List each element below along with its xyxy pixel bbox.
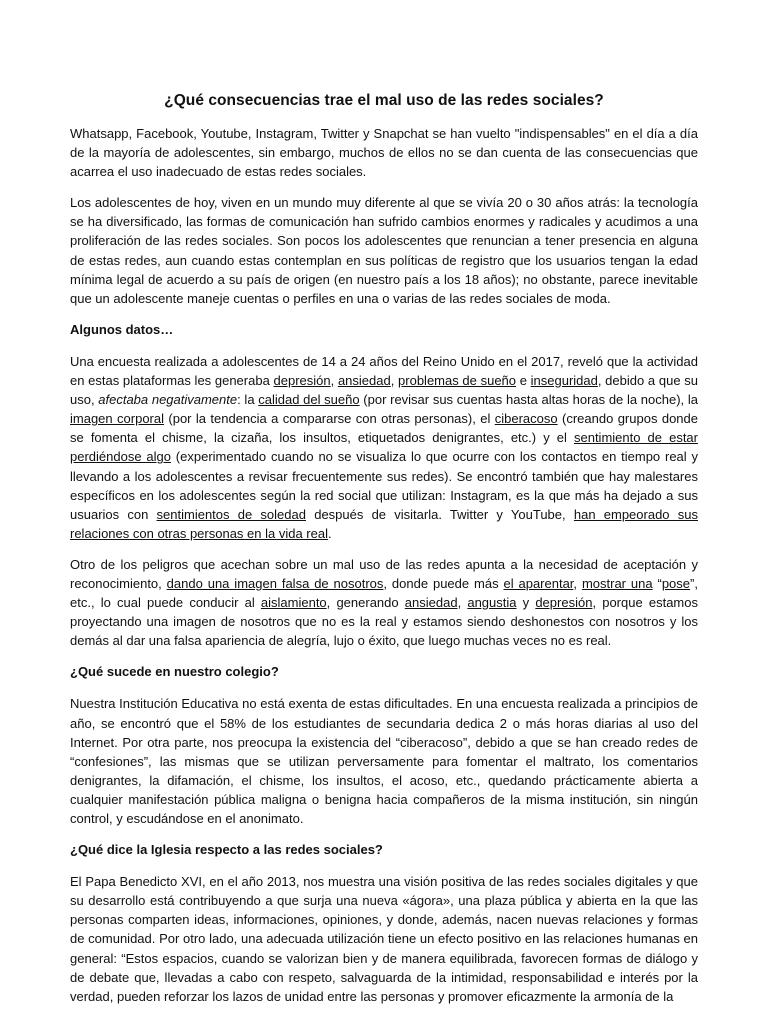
underlined-term: depresión [535, 595, 593, 611]
underlined-term: ciberacoso [494, 411, 558, 427]
document-title: ¿Qué consecuencias trae el mal uso de las redes sociales? [164, 92, 604, 109]
underlined-term: calidad del sueño [258, 392, 360, 408]
underlined-term: sentimiento de estar perdiéndose algo [70, 430, 698, 465]
underlined-term: pose [661, 575, 691, 591]
underlined-term: angustia [467, 595, 517, 611]
underlined-term: problemas de sueño [398, 373, 517, 389]
underlined-term: mostrar una [581, 575, 653, 591]
underlined-term: depresión [273, 373, 331, 389]
heading-datos: Algunos datos… [70, 321, 174, 337]
underlined-term: imagen corporal [70, 411, 164, 427]
underlined-term: ansiedad [404, 595, 458, 611]
colegio-paragraph: Nuestra Institución Educativa no está exenta de estas dificultades. En una encuesta realizada a principios de año, se encontró que el 58% de los estudiantes de secundaria dedica 2 o más horas diarias al uso del Internet. Por otra parte, nos preocupa la existencia del “ciberacoso”, debido a que se han creado redes de “confesiones”, las mismas que se utilizan perversamente para fomentar el maltrato, los comentarios denigrantes, la difamación, el chisme, los insultos, el acoso, etc., quedando prácticamente abierta a cualquier manifestación pública maligna o benigna hacia compañeros de la misma institución, sin ningún control, y escudándose en el anonimato. [70, 696, 698, 826]
intro-paragraph: Whatsapp, Facebook, Youtube, Instagram, Twitter y Snapchat se han vuelto "indispensables" en el día a día de la mayoría de adolescentes, sin embargo, muchos de ellos no se dan cuenta de las consecuencias que acarrea el uso inadecuado de estas redes sociales. [70, 126, 698, 180]
underlined-term: dando una imagen falsa de nosotros [166, 575, 384, 591]
italic-term: afectaba negativamente [98, 392, 238, 408]
survey-paragraph: Una encuesta realizada a adolescentes de 14 a 24 años del Reino Unido en el 2017, reveló que la actividad en estas plataformas les generaba depresión, ansiedad, problemas de sueño e inseguridad, debido a que su uso, afectaba negativamente: la calidad del sueño (por revisar sus cuentas hasta altas horas de la noche), la imagen corporal (por la tendencia a compararse con otras personas), el ciberacoso (creando grupos donde se fomenta el chisme, la cizaña, los insultos, etiquetados denigrantes, etc.) y el sentimiento de estar perdiéndose algo (experimentado cuando no se visualiza lo que ocurre con los contactos en tiempo real y llevando a los adolescentes a revisar frecuentemente sus redes). Se encontró también que hay malestares específicos en los adolescentes según la red social que utilizan: Instagram, es la que más ha dejado a sus usuarios con sentimientos de soledad después de visitarla. Twitter y YouTube, han empeorado sus relaciones con otras personas en la vida real. [70, 353, 698, 541]
underlined-term: aislamiento [260, 595, 327, 611]
heading-iglesia: ¿Qué dice la Iglesia respecto a las redes sociales? [70, 842, 383, 858]
underlined-term: sentimientos de soledad [156, 506, 306, 522]
context-paragraph: Los adolescentes de hoy, viven en un mundo muy diferente al que se vivía 20 o 30 años atrás: la tecnología se ha diversificado, las formas de comunicación han sufrido cambios enormes y radicales y acudimos a una proliferación de las redes sociales. Son pocos los adolescentes que renuncian a tener presencia en alguna de estas redes, aun cuando estas contemplan en sus políticas de registro que los usuarios tengan la edad mínima legal de acuerdo a su país de origen (en nuestro país a los 18 años); no obstante, parece inevitable que un adolescente maneje cuentas o perfiles en una o varias de las redes sociales de moda. [70, 195, 698, 306]
underlined-term: han empeorado sus relaciones con otras personas en la vida real [70, 506, 698, 541]
underlined-term: ansiedad [337, 373, 391, 389]
iglesia-paragraph: El Papa Benedicto XVI, en el año 2013, nos muestra una visión positiva de las redes sociales digitales y que su desarrollo está contribuyendo a que surja una nueva «ágora», una plaza pública y abierta en la que las personas comparten ideas, informaciones, opiniones, y donde, además, nacen nuevas relaciones y formas de comunidad. Por otro lado, una adecuada utilización tiene un efecto positivo en las relaciones humanas en general: “Estos espacios, cuando se valorizan bien y de manera equilibrada, favorecen formas de diálogo y de debate que, llevadas a cabo con respeto, salvaguarda de la intimidad, responsabilidad e interés por la verdad, pueden reforzar los lazos de unidad entre las personas y promover eficazmente la armonía de la [70, 874, 698, 1004]
heading-colegio: ¿Qué sucede en nuestro colegio? [70, 664, 279, 680]
underlined-term: inseguridad [530, 373, 598, 389]
underlined-term: el aparentar [503, 575, 574, 591]
dangers-paragraph: Otro de los peligros que acechan sobre un mal uso de las redes apunta a la necesidad de aceptación y reconocimiento, dando una imagen falsa de nosotros, donde puede más el aparentar, mostrar una “pose”, etc., lo cual puede conducir al aislamiento, generando ansiedad, angustia y depresión, porque estamos proyectando una imagen de nosotros que no es la real y estamos siendo deshonestos con nosotros y los demás al dar una falsa apariencia de alegría, lujo o éxito, que luego muchas veces no es real. [70, 556, 698, 649]
